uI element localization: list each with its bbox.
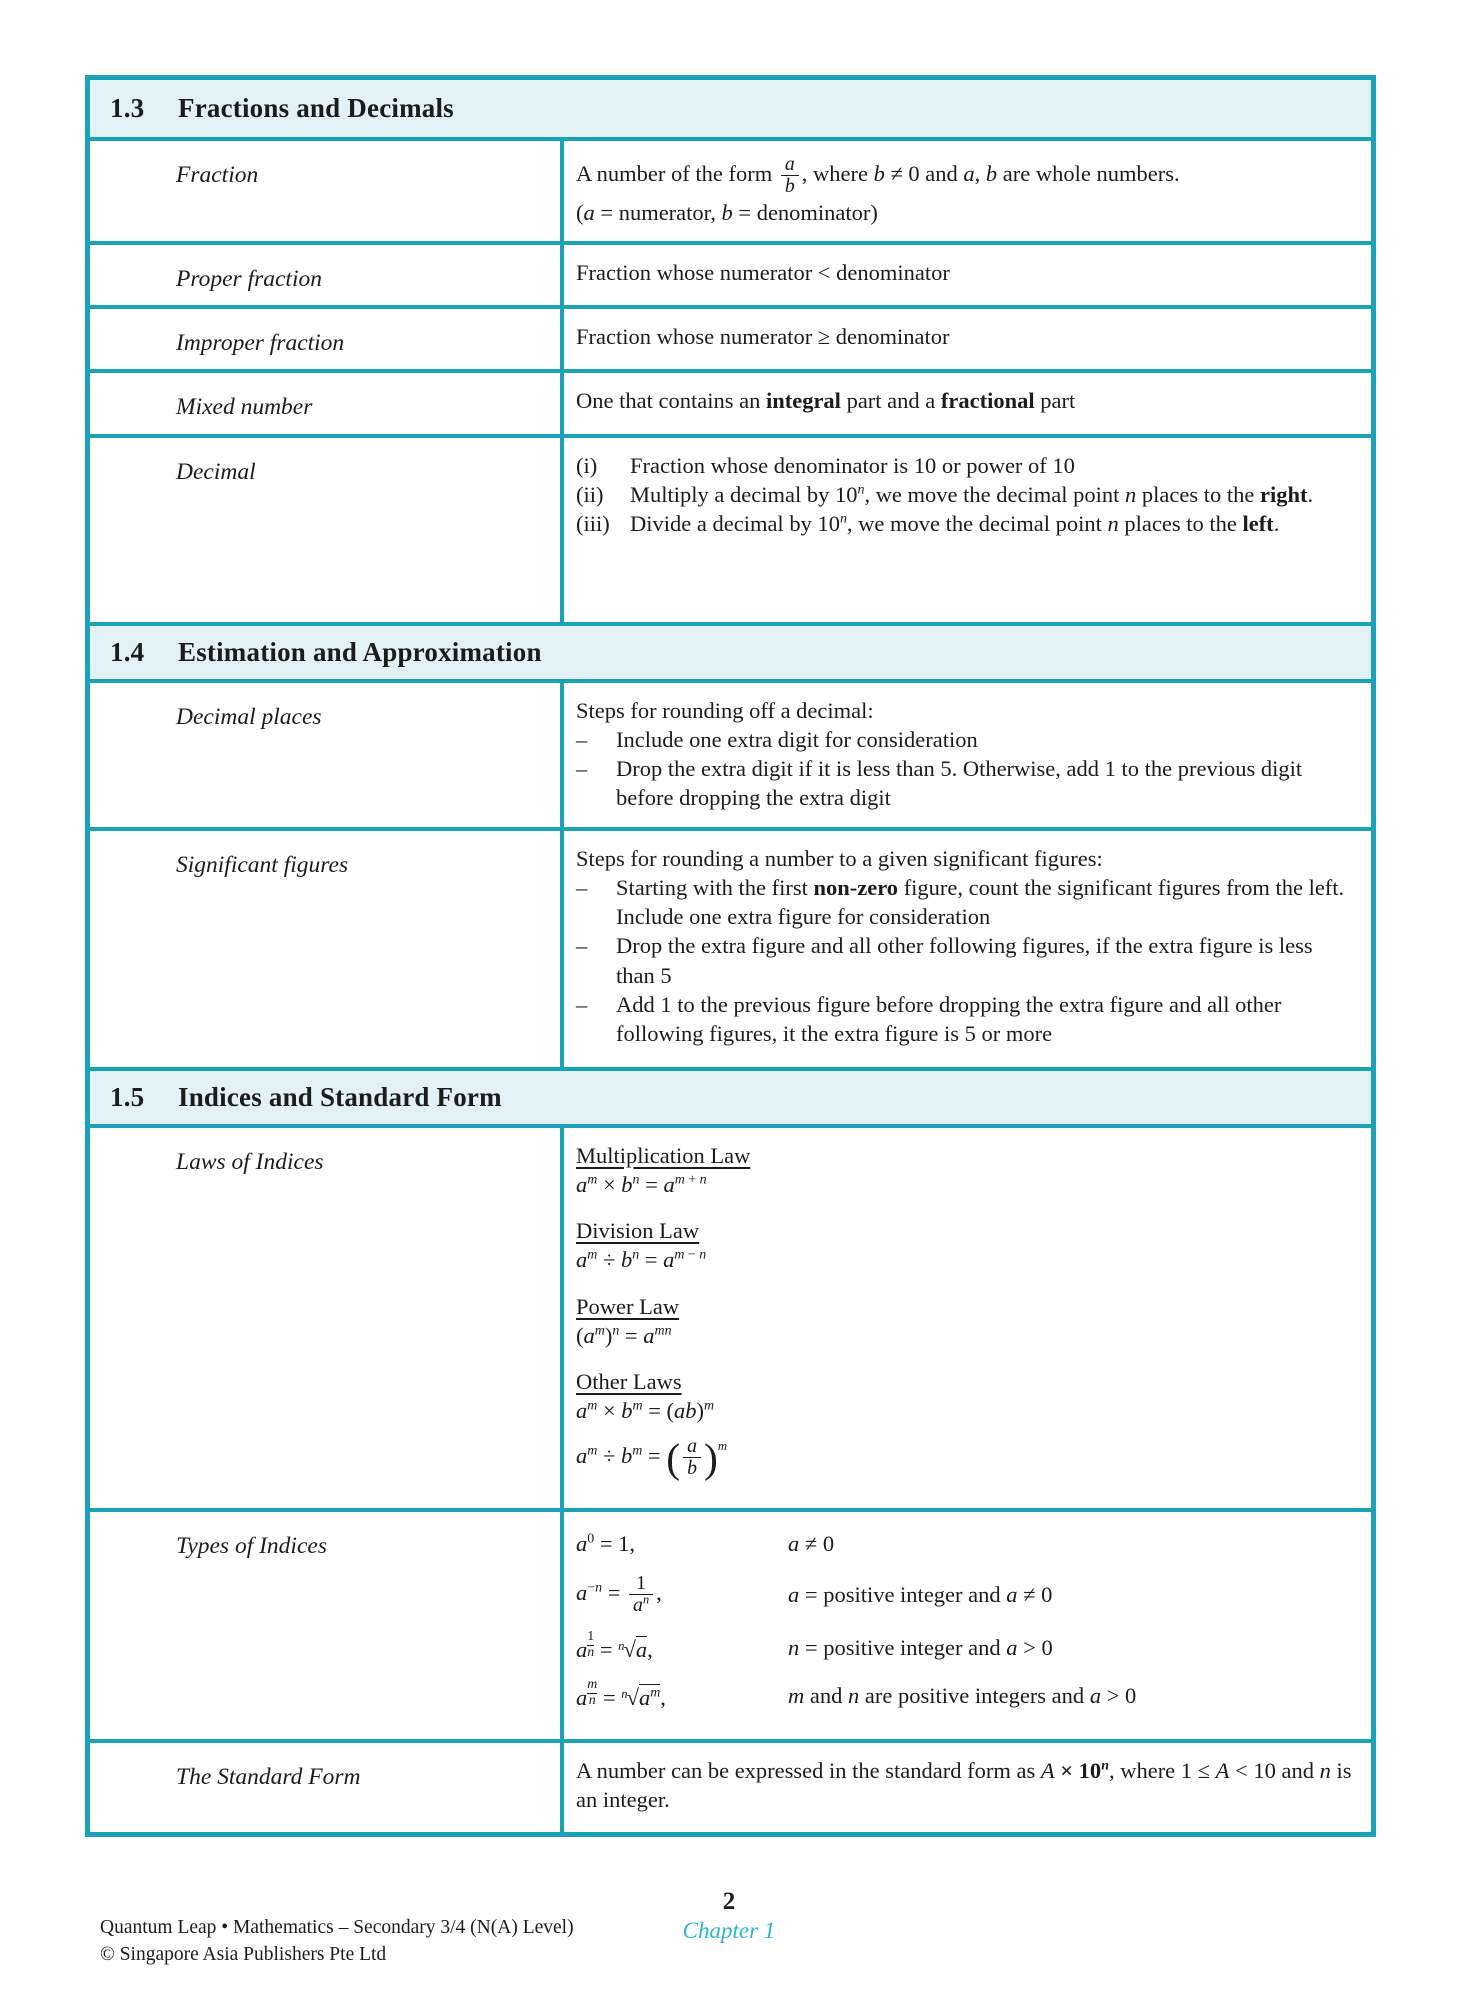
table-row bbox=[90, 1124, 1371, 1509]
section-title: Indices and Standard Form bbox=[178, 1081, 502, 1112]
term-label: Improper fraction bbox=[90, 309, 564, 369]
term-label: Proper fraction bbox=[90, 245, 564, 305]
imprint-line2: © Singapore Asia Publishers Pte Ltd bbox=[100, 1943, 387, 1965]
page-number: 2 bbox=[722, 1888, 736, 1915]
chapter-label: Chapter 1 bbox=[682, 1918, 776, 1943]
table-row bbox=[90, 137, 1371, 241]
table-row bbox=[90, 305, 1371, 369]
term-label: Fraction bbox=[90, 141, 564, 241]
definition-cell: Steps for rounding off a decimal: – Include one extra digit for consideration – Drop the extra digit if it is less than 5. Otherwise, add 1 to the previous digit before dropping the extra digit bbox=[576, 697, 1303, 811]
definition-cell: Fraction whose numerator < denominator bbox=[576, 260, 950, 285]
table-row bbox=[90, 679, 1371, 827]
table-row bbox=[90, 1739, 1371, 1832]
section-number: 1.3 bbox=[110, 93, 145, 123]
section-number: 1.5 bbox=[110, 1081, 145, 1112]
page-footer-center bbox=[0, 1888, 1458, 1944]
definition-cell: A number of the form $\frac{a}{b}$ , where b ≠ 0 and a, b are whole numbers. (a = numerator, b = denominator) bbox=[576, 153, 1180, 225]
table-row bbox=[90, 369, 1371, 433]
section-header-indices-and-standard-form bbox=[90, 1067, 1371, 1124]
term-label: Laws of Indices bbox=[90, 1128, 564, 1509]
section-header-fractions-and-decimals bbox=[90, 80, 1371, 137]
section-title: Fractions and Decimals bbox=[178, 93, 454, 123]
table-row bbox=[90, 1508, 1371, 1738]
definition-cell: Fraction whose numerator ≥ denominator bbox=[576, 324, 950, 350]
section-header-estimation-and-approximation bbox=[90, 622, 1371, 679]
definition-cell: $a^0 = 1$, a ≠ 0 $a^{-n}$ = $\frac{1}{a^n}$ , a = positive integer and a ≠ 0 a $^{\frac{1}{n}}$ = $^n$√a, n = positive integer and a > 0 a $^{\frac{m}{n}}$ = $^n√a^m$, m and n are positive integers and a > 0 bbox=[576, 1531, 1137, 1711]
term-label: The Standard Form bbox=[90, 1743, 564, 1832]
term-label: Types of Indices bbox=[90, 1512, 564, 1738]
table-row bbox=[90, 434, 1371, 622]
section-number: 1.4 bbox=[110, 636, 145, 667]
imprint-line1: Quantum Leap • Mathematics – Secondary 3/4 (N(A) Level) bbox=[100, 1917, 574, 1938]
definition-cell: (i) Fraction whose denominator is 10 or power of 10 (ii) Multiply a decimal by 10$^n$, we move the decimal point n places to the right. (iii) Divide a decimal by 10$^n$, we move the decimal point n places to the left. bbox=[576, 452, 1314, 537]
definition-cell: Steps for rounding a number to a given significant figures: – Starting with the first non-zero figure, count the significant figures from the left. Include one extra figure for consideration – Drop the extra figure and all other following figures, if the extra figure is less than 5 – Add 1 to the previous figure before dropping the extra figure and all other following figures, it the extra figure is 5 or more bbox=[576, 845, 1345, 1047]
section-title: Estimation and Approximation bbox=[178, 636, 542, 667]
term-label: Decimal places bbox=[90, 683, 564, 827]
definition-cell: Multiplication Law $a^m \times b^n = a^{m + n}$ Division Law $a^m \div b^n = a^{m - n}$ Power Law $(a^m)^n = a^{mn}$ Other Laws $a^m \times b^m = (ab)^m$ $a^m \div b^m$ = ( $\frac{a}{b}$ )$^m$ bbox=[576, 1142, 751, 1482]
term-label: Significant figures bbox=[90, 831, 564, 1067]
table-row bbox=[90, 241, 1371, 305]
term-label: Mixed number bbox=[90, 373, 564, 433]
definition-cell: A number can be expressed in the standard form as $A \times 10^n$, where 1 ≤ A < 10 and n is an integer. bbox=[576, 1757, 1352, 1812]
reference-table bbox=[85, 75, 1376, 1837]
term-label: Decimal bbox=[90, 438, 564, 622]
table-row bbox=[90, 827, 1371, 1067]
definition-cell: One that contains an integral part and a fractional part bbox=[576, 388, 1076, 414]
